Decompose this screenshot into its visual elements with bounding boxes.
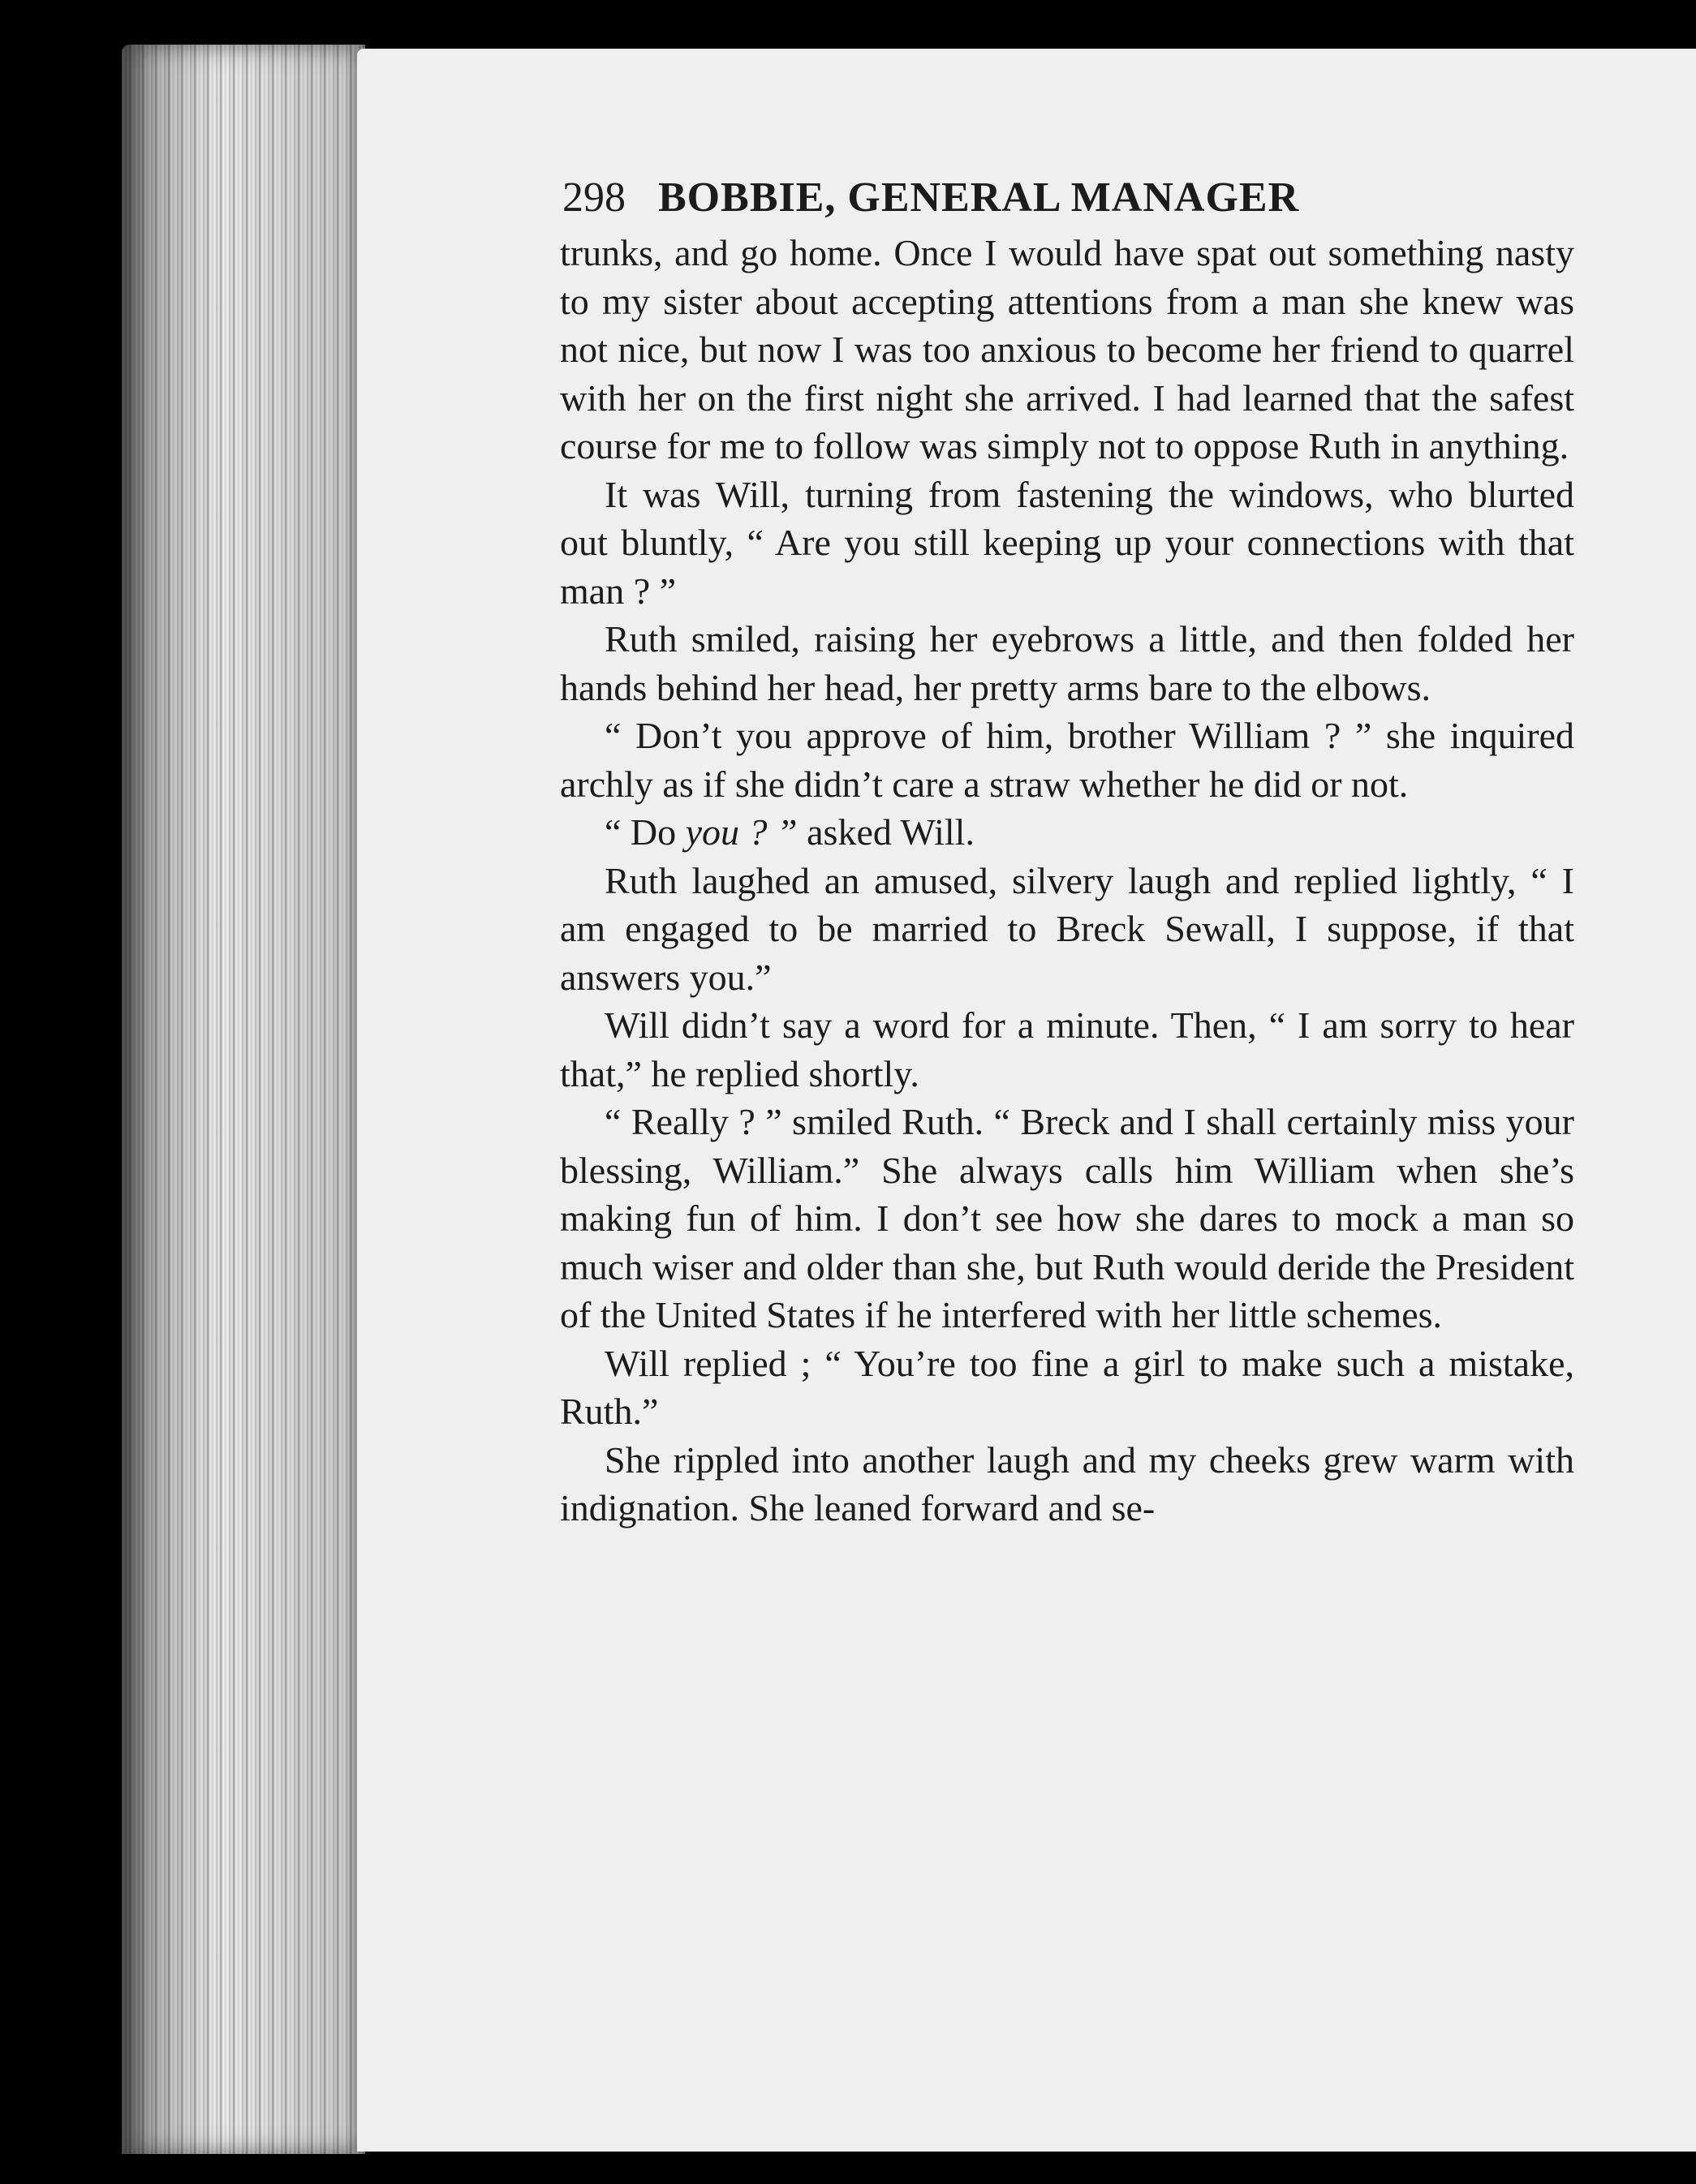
paragraph: “ Don’t you approve of him, brother William ? ” she inquired archly as if she didn’t care a straw whether he did or not. [560,715,1574,805]
body-text [560,229,1574,1533]
paragraph-text: “ Do [605,811,686,853]
paragraph: Ruth smiled, raising her eyebrows a little, and then folded her hands behind her head, her pretty arms bare to the elbows. [560,618,1574,708]
book-page [357,49,1696,2152]
paragraph: Ruth laughed an amused, silvery laugh and replied lightly, “ I am engaged to be married to Breck Sewall, I suppose, if that answers you.” [560,859,1574,998]
paragraph: She rippled into another laugh and my cheeks grew warm with indignation. She leaned forward and se- [560,1438,1574,1529]
paragraph-text: asked Will. [797,811,975,853]
page-edges [122,45,365,2154]
paragraph [560,808,1574,857]
text-block [560,174,1574,1533]
emphasis-text: you ? ” [685,811,798,853]
paragraph: trunks, and go home. Once I would have spat out something nasty to my sister about accepting attentions from a man she knew was not nice, but now I was too anxious to become her friend to quarrel with her on the first night she arrived. I had learned that the safest course for me to follow was simply not to oppose Ruth in anything. [560,232,1574,467]
paragraph: Will didn’t say a word for a minute. Then, “ I am sorry to hear that,” he replied shortly. [560,1004,1574,1094]
paragraph: It was Will, turning from fastening the windows, who blurted out bluntly, “ Are you still keeping up your connections with that man ? ” [560,473,1574,612]
page-number: 298 [562,174,626,221]
running-head [562,174,1574,221]
paragraph: Will replied ; “ You’re too fine a girl to make such a mistake, Ruth.” [560,1342,1574,1433]
running-title: BOBBIE, GENERAL MANAGER [658,174,1300,221]
paragraph: “ Really ? ” smiled Ruth. “ Breck and I shall certainly miss your blessing, William.” She always calls him William when she’s making fun of him. I don’t see how she dares to mock a man so much wiser and older than she, but Ruth would deride the President of the United States if he interfered with her little schemes. [560,1101,1574,1336]
